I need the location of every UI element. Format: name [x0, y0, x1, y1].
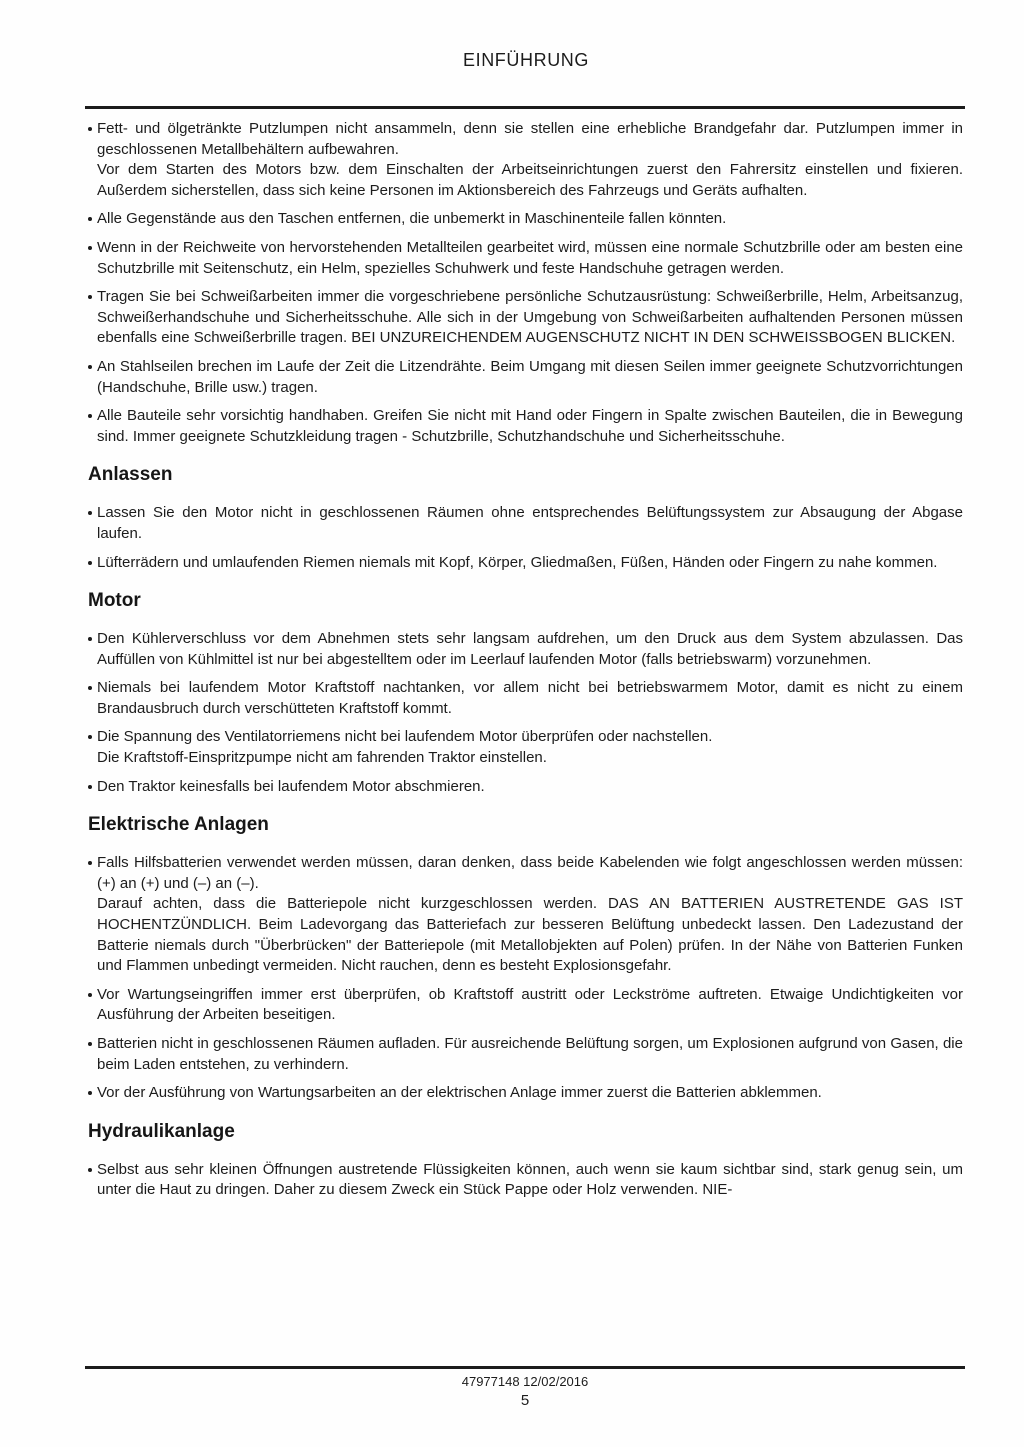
- bullet-icon: [88, 246, 92, 250]
- bullet-icon: [88, 511, 92, 515]
- bullet-icon: [88, 1042, 92, 1046]
- footer-doc-code: 47977148 12/02/2016: [461, 1374, 589, 1389]
- list-item: [88, 503, 963, 544]
- bullet-icon: [88, 414, 92, 418]
- list-item: [88, 1160, 963, 1201]
- section-heading: Elektrische Anlagen: [88, 814, 269, 836]
- list-item: [88, 406, 963, 447]
- bullet-icon: [88, 785, 92, 789]
- bullet-text: [97, 238, 963, 279]
- bullet-text: [97, 1160, 963, 1201]
- bullet-paragraph: Die Spannung des Ventilatorriemens nicht bei laufendem Motor überprüfen oder nachstellen.: [97, 728, 713, 746]
- bullet-text: [97, 209, 963, 230]
- section-heading: Motor: [88, 590, 141, 612]
- bullet-text: [97, 777, 963, 798]
- bullet-paragraph: An Stahlseilen brechen im Laufe der Zeit die Litzendrähte. Beim Umgang mit diesen Seilen immer geeignete Schutzvorrichtungen (Handschuhe, Brille usw.) tragen.: [97, 357, 963, 396]
- section: [88, 119, 963, 447]
- bullet-icon: [88, 217, 92, 221]
- bullet-text: [97, 678, 963, 719]
- list-item: [88, 1083, 963, 1104]
- page-title: EINFÜHRUNG: [463, 50, 589, 70]
- bullet-list: [88, 853, 963, 1104]
- bullet-text: [97, 553, 963, 574]
- bullet-paragraph: Wenn in der Reichweite von hervorstehenden Metallteilen gearbeitet wird, müssen eine normale Schutzbrille oder am besten eine Schutzbrille mit Seitenschutz, ein Helm, spezielles Schuhwerk und feste Handschuhe getragen werden.: [97, 238, 963, 277]
- bullet-paragraph: Vor Wartungseingriffen immer erst überprüfen, ob Kraftstoff austritt oder Leckströme auftreten. Etwaige Undichtigkeiten vor Ausführung der Arbeiten beseitigen.: [97, 985, 963, 1024]
- bullet-paragraph: Tragen Sie bei Schweißarbeiten immer die vorgeschriebene persönliche Schutzausrüstung: Schweißerbrille, Helm, Arbeitsanzug, Schweißerhandschuhe und Sicherheitsschuhe. Alle sich in der Umgebung von Schweißarbeiten aufhaltenden Personen müssen ebenfalls eine Schweißerbrille tragen. BEI UNZUREICHENDEM AUGENSCHUTZ NICHT IN DEN SCHWEISSBOGEN BLICKEN.: [97, 288, 963, 347]
- list-item: [88, 853, 963, 977]
- bullet-list: [88, 503, 963, 573]
- bullet-list: [88, 629, 963, 797]
- bullet-icon: [88, 1168, 92, 1172]
- bullet-icon: [88, 127, 92, 131]
- bullet-paragraph: Fett- und ölgetränkte Putzlumpen nicht ansammeln, denn sie stellen eine erhebliche Brandgefahr dar. Putzlumpen immer in geschlossenen Metallbehältern aufbewahren.: [97, 120, 963, 158]
- section: [88, 813, 963, 1104]
- bullet-icon: [88, 735, 92, 739]
- section: [88, 1120, 963, 1201]
- bullet-paragraph: Selbst aus sehr kleinen Öffnungen austretende Flüssigkeiten können, auch wenn sie kaum sichtbar sind, stark genug sein, um unter die Haut zu dringen. Daher zu diesem Zweck ein Stück Pappe oder Holz verwenden. NIE-: [97, 1160, 963, 1199]
- list-item: [88, 777, 963, 798]
- bullet-paragraph: Alle Gegenstände aus den Taschen entfernen, die unbemerkt in Maschinenteile fallen könnten.: [97, 210, 727, 228]
- list-item: [88, 553, 963, 574]
- bullet-paragraph: Den Traktor keinesfalls bei laufendem Motor abschmieren.: [97, 777, 485, 795]
- bullet-icon: [88, 1091, 92, 1095]
- bullet-paragraph: Vor der Ausführung von Wartungsarbeiten an der elektrischen Anlage immer zuerst die Batterien abklemmen.: [97, 1084, 822, 1102]
- bullet-text: [97, 119, 963, 201]
- bullet-icon: [88, 686, 92, 690]
- list-item: [88, 629, 963, 670]
- bullet-icon: [88, 861, 92, 865]
- bullet-text: [97, 1034, 963, 1075]
- bullet-text: [97, 503, 963, 544]
- footer-page-number: 5: [520, 1392, 530, 1409]
- section-heading: Hydraulikanlage: [88, 1120, 235, 1142]
- list-item: [88, 238, 963, 279]
- bullet-paragraph: Lassen Sie den Motor nicht in geschlossenen Räumen ohne entsprechendes Belüftungssystem zur Absaugung der Abgase laufen.: [97, 504, 963, 542]
- list-item: [88, 357, 963, 398]
- bullet-text: [97, 1083, 963, 1104]
- bullet-paragraph: Vor dem Starten des Motors bzw. dem Einschalten der Arbeitseinrichtungen zuerst den Fahrersitz einstellen und fixieren. Außerdem sicherstellen, dass sich keine Personen im Aktionsbereich des Fahrzeugs und Geräts aufhalten.: [97, 161, 963, 199]
- bullet-icon: [88, 365, 92, 369]
- bullet-text: [97, 629, 963, 670]
- content: [88, 119, 963, 1361]
- bullet-list: [88, 119, 963, 447]
- bullet-text: [97, 985, 963, 1026]
- bullet-paragraph: Batterien nicht in geschlossenen Räumen aufladen. Für ausreichende Belüftung sorgen, um Explosionen aufgrund von Gasen, die beim Laden entstehen, zu verhindern.: [97, 1035, 963, 1073]
- bullet-paragraph: Die Kraftstoff-Einspritzpumpe nicht am fahrenden Traktor einstellen.: [97, 749, 547, 767]
- bullet-icon: [88, 561, 92, 565]
- bullet-text: [97, 727, 963, 768]
- bullet-icon: [88, 637, 92, 641]
- list-item: [88, 287, 963, 349]
- list-item: [88, 985, 963, 1026]
- bullet-text: [97, 406, 963, 447]
- list-item: [88, 727, 963, 768]
- section-heading: Anlassen: [88, 464, 173, 486]
- list-item: [88, 209, 963, 230]
- bullet-text: [97, 357, 963, 398]
- list-item: [88, 119, 963, 201]
- bullet-paragraph: Alle Bauteile sehr vorsichtig handhaben. Greifen Sie nicht mit Hand oder Fingern in Spalte zwischen Bauteilen, die in Bewegung sind. Immer geeignete Schutzkleidung tragen - Schutzbrille, Schutzhandschuhe und Sicherheitsschuhe.: [97, 407, 963, 445]
- bullet-paragraph: Darauf achten, dass die Batteriepole nicht kurzgeschlossen werden. DAS AN BATTERIEN AUSTRETENDE GAS IST HOCHENTZÜNDLICH. Beim Ladevorgang das Batteriefach zur besseren Belüftung unbedeckt lassen. Den Ladezustand der Batterie niemals durch "Überbrücken" der Batteriepole (mit Metallobjekten auf Polen) prüfen. In der Nähe von Batterien Funken und Flammen unbedingt vermeiden. Nicht rauchen, denn es besteht Explosionsgefahr.: [97, 895, 963, 975]
- bullet-list: [88, 1160, 963, 1201]
- page-footer: [85, 1366, 965, 1409]
- bullet-paragraph: Falls Hilfsbatterien verwendet werden müssen, daran denken, dass beide Kabelenden wie folgt angeschlossen werden müssen: (+) an (+) und (–) an (–).: [97, 854, 963, 892]
- bullet-text: [97, 853, 963, 977]
- section: [88, 463, 963, 573]
- bullet-paragraph: Niemals bei laufendem Motor Kraftstoff nachtanken, vor allem nicht bei betriebswarmem Motor, damit es nicht zu einem Brandausbruch durch verschütteten Kraftstoff kommt.: [97, 679, 963, 717]
- section: [88, 589, 963, 797]
- list-item: [88, 678, 963, 719]
- bullet-icon: [88, 993, 92, 997]
- bullet-paragraph: Lüfterrädern und umlaufenden Riemen niemals mit Kopf, Körper, Gliedmaßen, Füßen, Händen oder Fingern zu nahe kommen.: [97, 553, 938, 571]
- header-rule: [85, 106, 965, 109]
- bullet-text: [97, 287, 963, 349]
- list-item: [88, 1034, 963, 1075]
- bullet-paragraph: Den Kühlerverschluss vor dem Abnehmen stets sehr langsam aufdrehen, um den Druck aus dem System abzulassen. Das Auffüllen von Kühlmittel ist nur bei abgestelltem oder im Leerlauf laufenden Motor (falls betriebswarm) vorzunehmen.: [97, 630, 963, 668]
- bullet-icon: [88, 295, 92, 299]
